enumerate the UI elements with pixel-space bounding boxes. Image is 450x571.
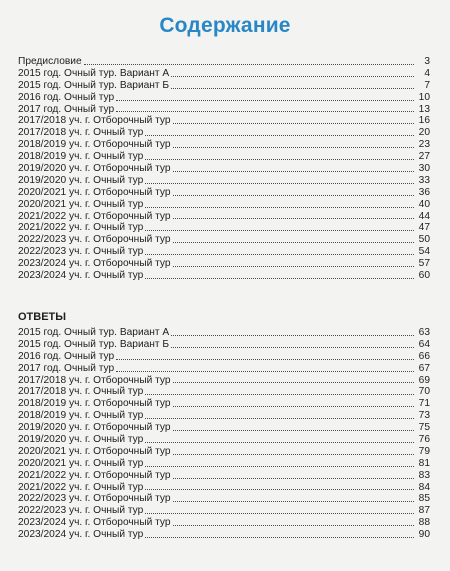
toc-entry (18, 175, 430, 187)
entry-label: 2018/2019 уч. г. Отборочный тур (18, 139, 171, 151)
toc-entry (18, 398, 430, 410)
toc-entry (18, 517, 430, 529)
entry-label: 2022/2023 уч. г. Очный тур (18, 246, 144, 258)
entry-page-number: 16 (418, 115, 430, 127)
dot-leader (145, 230, 414, 231)
table-of-contents (18, 56, 430, 282)
entry-page-number: 76 (418, 434, 430, 445)
toc-entry (18, 258, 430, 270)
entry-page-number: 30 (418, 163, 430, 174)
toc-entry (18, 151, 430, 163)
entry-page-number: 71 (418, 398, 430, 410)
entry-page-number: 84 (418, 481, 430, 493)
entry-label: 2020/2021 уч. г. Отборочный тур (18, 186, 171, 198)
toc-entry (18, 470, 430, 482)
entry-label: 2023/2024 уч. г. Очный тур (18, 270, 144, 282)
dot-leader (173, 478, 414, 479)
toc-entry (18, 163, 430, 175)
entry-label: 2022/2023 уч. г. Очный тур (18, 505, 144, 517)
toc-entry (18, 92, 430, 104)
toc-entry (18, 211, 430, 223)
answers-heading: ОТВЕТЫ (18, 311, 67, 323)
entry-page-number: 60 (418, 270, 430, 282)
entry-label: 2022/2023 уч. г. Отборочный тур (18, 493, 171, 505)
dot-leader (173, 218, 414, 219)
entry-page-number: 54 (418, 246, 430, 258)
dot-leader (173, 501, 414, 502)
dot-leader (173, 406, 414, 407)
entry-page-number: 63 (418, 326, 430, 338)
entry-label: 2017/2018 уч. г. Отборочный тур (18, 115, 171, 127)
entry-label: 2017/2018 уч. г. Очный тур (18, 386, 144, 398)
toc-entry (18, 493, 430, 505)
toc-entry (18, 68, 430, 80)
dot-leader (145, 254, 414, 255)
entry-label: 2023/2024 уч. г. Отборочный тур (18, 258, 171, 270)
toc-entry (18, 482, 430, 494)
toc-entry (18, 115, 430, 127)
entry-page-number: 40 (418, 198, 430, 210)
entry-page-number: 87 (418, 505, 430, 517)
toc-entry (18, 327, 430, 339)
answers-contents (18, 327, 430, 541)
dot-leader (145, 135, 414, 136)
entry-page-number: 44 (418, 210, 430, 222)
entry-label: 2015 год. Очный тур. Вариант Б (18, 79, 170, 91)
entry-label: 2019/2020 уч. г. Очный тур (18, 434, 144, 445)
entry-page-number: 85 (418, 493, 430, 505)
dot-leader (173, 382, 414, 383)
entry-page-number: 23 (418, 139, 430, 151)
entry-label: 2015 год. Очный тур. Вариант А (18, 326, 170, 338)
toc-entry (18, 270, 430, 282)
dot-leader (173, 147, 414, 148)
entry-page-number: 10 (418, 91, 430, 103)
entry-page-number: 81 (418, 457, 430, 469)
entry-label: 2022/2023 уч. г. Отборочный тур (18, 234, 171, 246)
entry-label: 2019/2020 уч. г. Очный тур (18, 174, 144, 186)
entry-label: 2021/2022 уч. г. Отборочный тур (18, 469, 171, 481)
toc-entry (18, 386, 430, 398)
toc-entry (18, 187, 430, 199)
toc-entry (18, 234, 430, 246)
entry-label: 2021/2022 уч. г. Очный тур (18, 481, 144, 493)
entry-label: 2017/2018 уч. г. Отборочный тур (18, 374, 171, 386)
dot-leader (145, 394, 414, 395)
entry-page-number: 79 (418, 445, 430, 457)
dot-leader (145, 537, 414, 538)
toc-entry (18, 339, 430, 351)
dot-leader (173, 195, 414, 196)
entry-label: 2020/2021 уч. г. Очный тур (18, 198, 144, 210)
toc-entry (18, 56, 430, 68)
entry-label: 2018/2019 уч. г. Очный тур (18, 410, 144, 422)
entry-page-number: 50 (418, 234, 430, 246)
entry-page-number: 57 (418, 258, 430, 270)
toc-entry (18, 529, 430, 541)
dot-leader (145, 278, 414, 279)
toc-entry (18, 363, 430, 375)
entry-page-number: 83 (418, 469, 430, 481)
entry-label: 2017 год. Очный тур (18, 362, 115, 374)
entry-page-number: 27 (418, 151, 430, 163)
entry-page-number: 69 (418, 374, 430, 386)
entry-label: 2019/2020 уч. г. Отборочный тур (18, 163, 171, 174)
entry-page-number: 13 (418, 103, 430, 115)
entry-page-number: 33 (418, 174, 430, 186)
entry-page-number: 67 (418, 362, 430, 374)
toc-entry (18, 139, 430, 151)
entry-label: 2016 год. Очный тур (18, 91, 115, 103)
toc-entry (18, 351, 430, 363)
toc-entry (18, 422, 430, 434)
dot-leader (171, 335, 414, 336)
entry-page-number: 70 (418, 386, 430, 398)
dot-leader (173, 171, 414, 172)
toc-entry (18, 458, 430, 470)
toc-entry (18, 246, 430, 258)
dot-leader (116, 111, 414, 112)
entry-page-number: 47 (418, 222, 430, 234)
dot-leader (173, 430, 414, 431)
entry-label: 2020/2021 уч. г. Отборочный тур (18, 445, 171, 457)
entry-label: 2018/2019 уч. г. Отборочный тур (18, 398, 171, 410)
entry-page-number: 88 (418, 517, 430, 529)
entry-label: 2023/2024 уч. г. Отборочный тур (18, 517, 171, 529)
toc-entry (18, 80, 430, 92)
dot-leader (171, 88, 414, 89)
dot-leader (116, 359, 414, 360)
entry-label: 2015 год. Очный тур. Вариант Б (18, 338, 170, 350)
dot-leader (173, 454, 414, 455)
dot-leader (145, 183, 414, 184)
toc-entry (18, 199, 430, 211)
entry-label: Предисловие (18, 55, 82, 67)
entry-label: 2015 год. Очный тур. Вариант А (18, 67, 170, 79)
toc-entry (18, 446, 430, 458)
dot-leader (145, 513, 414, 514)
page-title: Содержание (159, 14, 291, 37)
entry-label: 2017 год. Очный тур (18, 103, 115, 115)
dot-leader (171, 347, 414, 348)
entry-page-number: 7 (424, 79, 430, 91)
entry-label: 2023/2024 уч. г. Очный тур (18, 529, 144, 541)
dot-leader (171, 76, 414, 77)
toc-entry (18, 410, 430, 422)
entry-label: 2019/2020 уч. г. Отборочный тур (18, 422, 171, 434)
entry-page-number: 66 (418, 350, 430, 362)
entry-label: 2021/2022 уч. г. Отборочный тур (18, 210, 171, 222)
dot-leader (116, 371, 414, 372)
entry-label: 2016 год. Очный тур (18, 350, 115, 362)
entry-page-number: 75 (418, 422, 430, 434)
dot-leader (173, 242, 414, 243)
toc-entry (18, 375, 430, 387)
dot-leader (145, 466, 414, 467)
dot-leader (116, 100, 414, 101)
entry-page-number: 4 (424, 67, 430, 79)
entry-label: 2018/2019 уч. г. Очный тур (18, 151, 144, 163)
dot-leader (145, 159, 414, 160)
entry-page-number: 90 (418, 529, 430, 541)
toc-entry (18, 505, 430, 517)
dot-leader (145, 207, 414, 208)
entry-page-number: 36 (418, 186, 430, 198)
toc-entry (18, 222, 430, 234)
entry-page-number: 3 (424, 55, 430, 67)
toc-entry (18, 127, 430, 139)
dot-leader (84, 64, 414, 65)
dot-leader (173, 525, 414, 526)
entry-label: 2021/2022 уч. г. Очный тур (18, 222, 144, 234)
dot-leader (145, 418, 414, 419)
entry-label: 2020/2021 уч. г. Очный тур (18, 457, 144, 469)
dot-leader (173, 123, 414, 124)
toc-entry (18, 104, 430, 116)
entry-page-number: 64 (418, 338, 430, 350)
dot-leader (145, 489, 414, 490)
dot-leader (173, 266, 414, 267)
toc-entry (18, 434, 430, 446)
entry-label: 2017/2018 уч. г. Очный тур (18, 127, 144, 139)
entry-page-number: 73 (418, 410, 430, 422)
dot-leader (145, 442, 414, 443)
entry-page-number: 20 (418, 127, 430, 139)
